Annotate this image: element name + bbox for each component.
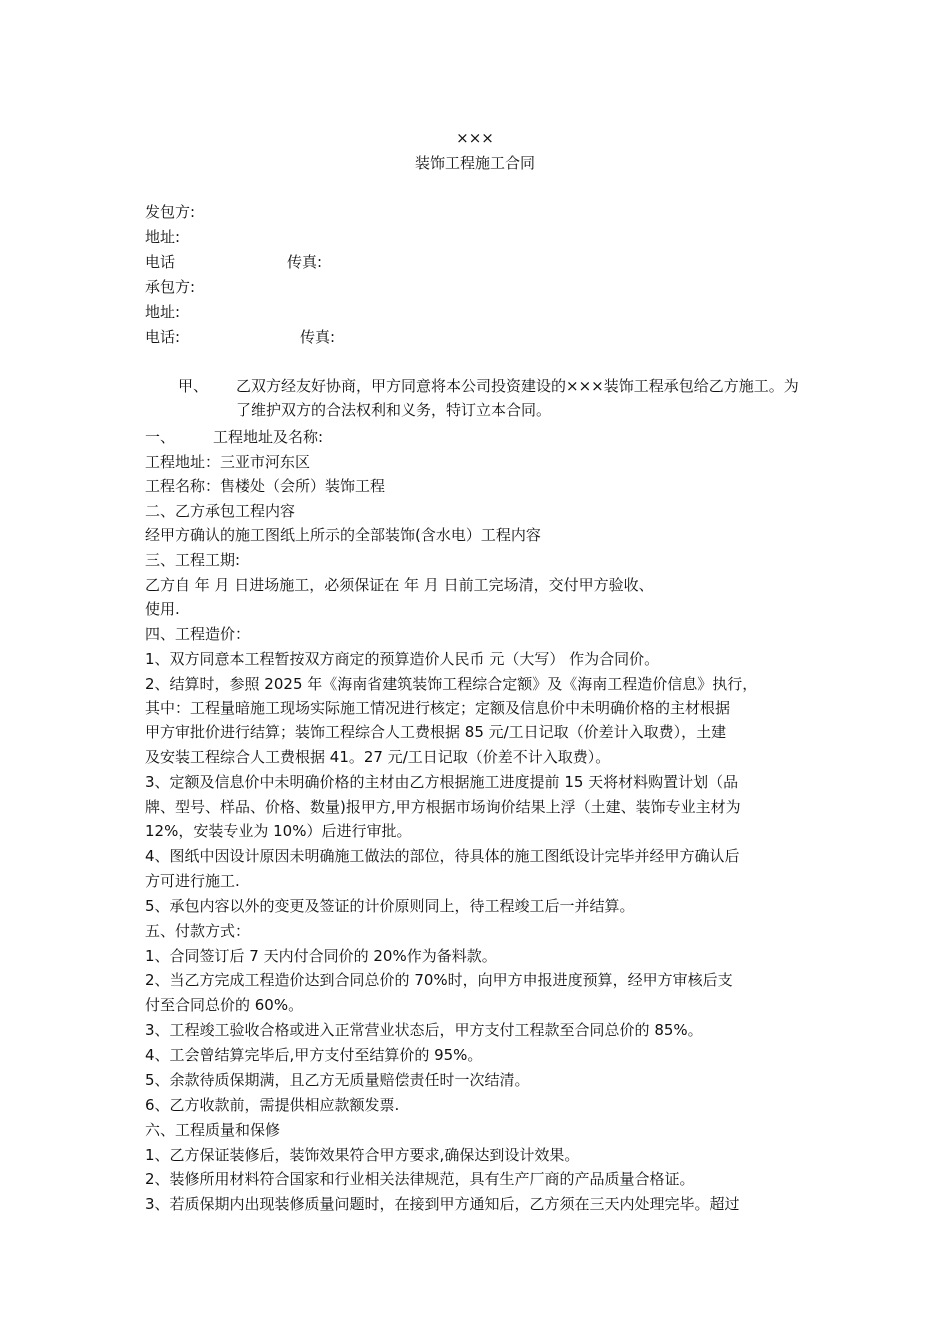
section-1-number: 一、 (145, 428, 176, 446)
contractor-address: 地址: (145, 303, 181, 321)
section-1-heading (145, 425, 815, 449)
section-3-title: 三、工程工期: (145, 551, 241, 569)
company-name: ××× (456, 129, 494, 147)
section-4-item-2-line-3: 甲方审批价进行结算；装饰工程综合人工费根据 85 元/工日记取（价差计入取费），土建 (145, 723, 727, 741)
section-4-item-3-line-2: 牌、型号、样品、价格、数量)报甲方,甲方根据市场询价结果上浮（土建、装饰专业主材为 (145, 798, 741, 816)
section-4-item-5: 5、承包内容以外的变更及签证的计价原则同上，待工程竣工后一并结算。 (145, 897, 635, 915)
section-2-text: 经甲方确认的施工图纸上所示的全部装饰(含水电）工程内容 (145, 526, 541, 544)
section-5-item-1: 1、合同签订后 7 天内付合同价的 20%作为备料款。 (145, 947, 497, 965)
section-4-item-1: 1、双方同意本工程暂按双方商定的预算造价人民币 元（大写） 作为合同价。 (145, 650, 660, 668)
section-4-item-3-line-3: 12%，安装专业为 10%）后进行审批。 (145, 822, 412, 840)
contractor-label: 承包方: (145, 278, 196, 296)
project-address: 工程地址：三亚市河东区 (145, 453, 311, 471)
intro-paragraph: 乙双方经友好协商，甲方同意将本公司投资建设的×××装饰工程承包给乙方施工。为了维护双方的合法权利和义务，特订立本合同。 (236, 377, 799, 419)
section-5-item-2-line-1: 2、当乙方完成工程造价达到合同总价的 70%时，向甲方申报进度预算，经甲方审核后支 (145, 971, 733, 989)
section-6-item-1: 1、乙方保证装修后，装饰效果符合甲方要求,确保达到设计效果。 (145, 1146, 580, 1164)
project-name: 工程名称：售楼处（会所）装饰工程 (145, 477, 386, 495)
section-4-item-3-line-1: 3、定额及信息价中未明确价格的主材由乙方根据施工进度提前 15 天将材料购置计划（品 (145, 773, 739, 791)
section-2-title: 二、乙方承包工程内容 (145, 502, 296, 520)
section-5-title: 五、付款方式： (145, 922, 251, 940)
section-4-item-2-line-4: 及安装工程综合人工费根据 41。27 元/工日记取（价差不计入取费）。 (145, 748, 611, 766)
section-3-text-line-1: 乙方自 年 月 日进场施工，必须保证在 年 月 日前工完场清，交付甲方验收、 (145, 576, 654, 594)
contractor-fax-label: 传真: (300, 328, 336, 346)
employer-address: 地址: (145, 228, 181, 246)
employer-fax-label: 传真: (287, 253, 323, 271)
section-5-item-3: 3、工程竣工验收合格或进入正常营业状态后，甲方支付工程款至合同总价的 85%。 (145, 1021, 703, 1039)
employer-phone-row (145, 250, 815, 274)
document-title: 装饰工程施工合同 (414, 154, 535, 172)
employer-label: 发包方: (145, 203, 196, 221)
intro-label: 甲、 (178, 377, 209, 395)
section-1-title: 工程地址及名称: (213, 428, 324, 446)
section-4-title: 四、工程造价： (145, 625, 251, 643)
section-3-text-line-2: 使用. (145, 600, 180, 618)
contractor-phone-label: 电话: (145, 328, 181, 346)
section-4-item-4-line-1: 4、图纸中因设计原因未明确施工做法的部位，待具体的施工图纸设计完毕并经甲方确认后 (145, 847, 740, 865)
contractor-phone-row (145, 325, 815, 349)
section-6-title: 六、工程质量和保修 (145, 1121, 281, 1139)
section-5-item-6: 6、乙方收款前，需提供相应款额发票. (145, 1096, 400, 1114)
section-5-item-2-line-2: 付至合同总价的 60%。 (145, 996, 304, 1014)
section-5-item-5: 5、余款待质保期满，且乙方无质量赔偿责任时一次结清。 (145, 1071, 530, 1089)
section-6-item-2: 2、装修所用材料符合国家和行业相关法律规范，具有生产厂商的产品质量合格证。 (145, 1170, 695, 1188)
section-5-item-4: 4、工会曾结算完毕后,甲方支付至结算价的 95%。 (145, 1046, 483, 1064)
section-4-item-2-line-1: 2、结算时，参照 2025 年《海南省建筑装饰工程综合定额》及《海南工程造价信息》执行， (145, 675, 758, 693)
section-4-item-4-line-2: 方可进行施工. (145, 872, 240, 890)
section-6-item-3: 3、若质保期内出现装修质量问题时，在接到甲方通知后，乙方须在三天内处理完毕。超过 (145, 1195, 740, 1213)
section-4-item-2-line-2: 其中：工程量暗施工现场实际施工情况进行核定；定额及信息价中未明确价格的主材根据 (145, 699, 731, 717)
employer-phone-label: 电话 (145, 253, 176, 271)
